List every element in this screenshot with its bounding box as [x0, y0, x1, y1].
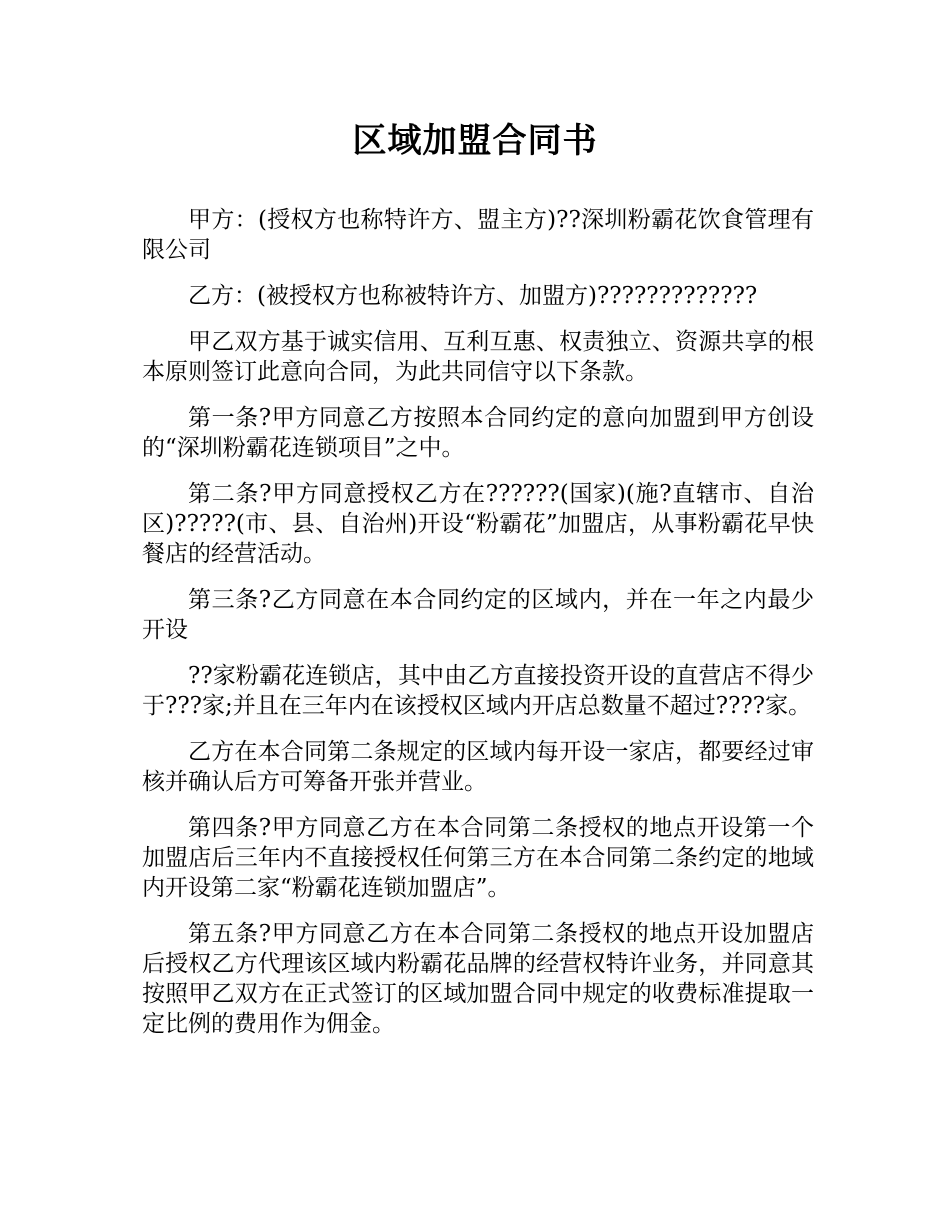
paragraph-review-clause: 乙方在本合同第二条规定的区域内每开设一家店，都要经过审核并确认后方可筹备开张并营业。: [142, 739, 814, 795]
paragraph-article-1: 第一条?甲方同意乙方按照本合同约定的意向加盟到甲方创设的“深圳粉霸花连锁项目”之中。: [142, 405, 814, 461]
paragraph-party-b: 乙方：(被授权方也称被特许方、加盟方)?????????????: [188, 283, 758, 309]
document-title: 区域加盟合同书: [352, 121, 598, 161]
paragraph-article-2: 第二条?甲方同意授权乙方在??????(国家)(施?直辖市、自治区)?????(市、县、自治州)开设“粉霸花”加盟店，从事粉霸花早快餐店的经营活动。: [142, 481, 814, 567]
paragraph-article-4: 第四条?甲方同意乙方在本合同第二条授权的地点开设第一个加盟店后三年内不直接授权任何第三方在本合同第二条约定的地域内开设第二家“粉霸花连锁加盟店”。: [142, 815, 814, 901]
paragraph-preamble: 甲乙双方基于诚实信用、互利互惠、权责独立、资源共享的根本原则签订此意向合同，为此共同信守以下条款。: [142, 329, 814, 385]
paragraph-party-a: 甲方：(授权方也称特许方、盟主方)??深圳粉霸花饮食管理有限公司: [142, 207, 814, 263]
paragraph-article-3-continued: ??家粉霸花连锁店，其中由乙方直接投资开设的直营店不得少于???家;并且在三年内在该授权区域内开店总数量不超过????家。: [142, 663, 814, 719]
paragraph-article-5: 第五条?甲方同意乙方在本合同第二条授权的地点开设加盟店后授权乙方代理该区域内粉霸花品牌的经营权特许业务，并同意其按照甲乙双方在正式签订的区域加盟合同中规定的收费标准提取一定比例的费用作为佣金。: [142, 921, 814, 1037]
paragraph-article-3: 第三条?乙方同意在本合同约定的区域内，并在一年之内最少开设: [142, 587, 814, 643]
document-body: [142, 205, 814, 1055]
